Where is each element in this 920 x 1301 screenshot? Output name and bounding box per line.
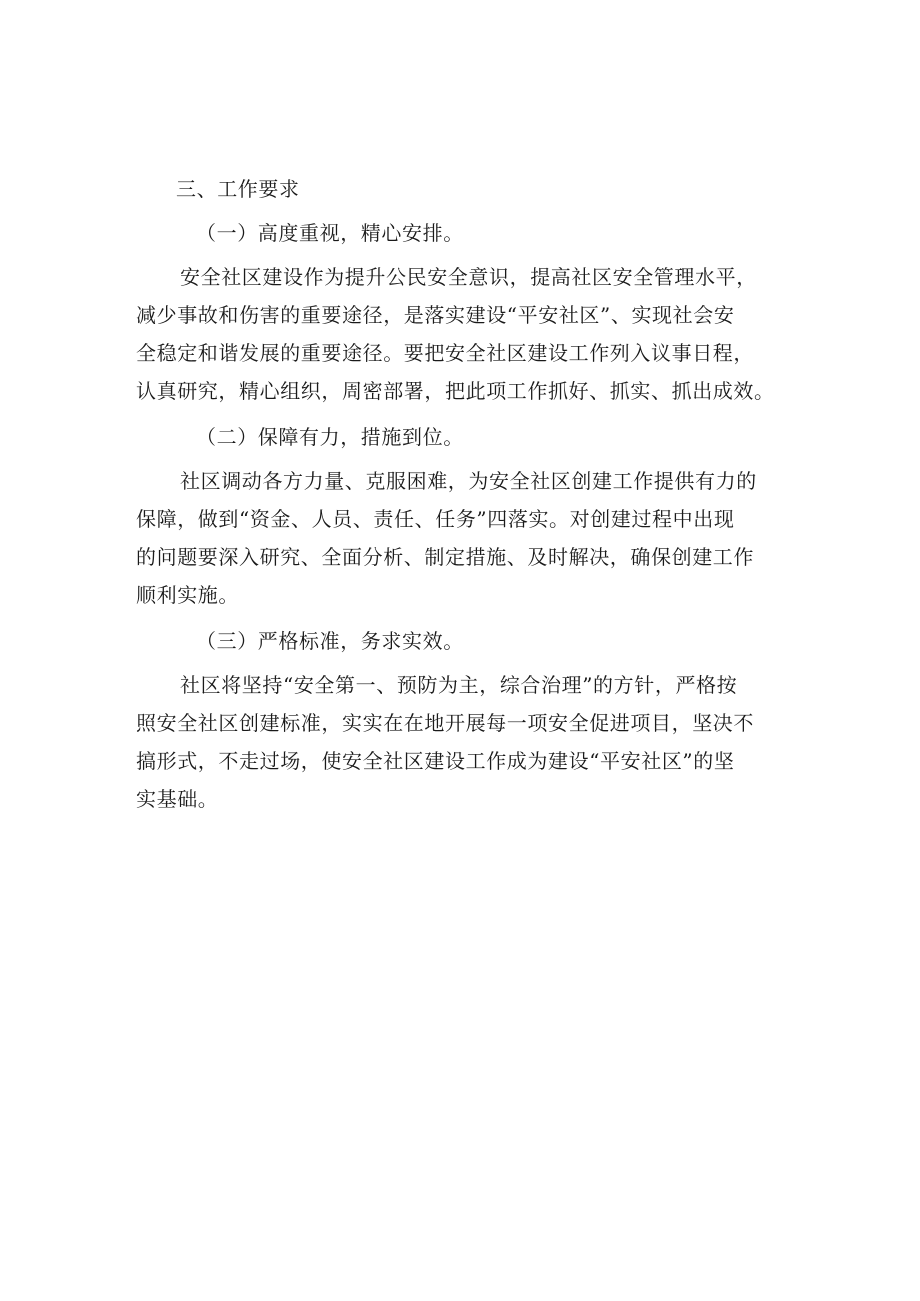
subsection-title-1: （一）高度重视，精心安排。: [196, 221, 464, 245]
paragraph-3-line: 社区将坚持“安全第一、预防为主，综合治理”的方针，严格按: [180, 673, 738, 697]
paragraph-2-line: 保障，做到“资金、人员、责任、任务”四落实。对创建过程中出现: [136, 507, 735, 531]
paragraph-2-line: 的问题要深入研究、全面分析、制定措施、及时解决，确保创建工作: [136, 545, 754, 569]
paragraph-2-line: 社区调动各方力量、克服困难，为安全社区创建工作提供有力的: [180, 469, 757, 493]
section-title: 三、工作要求: [176, 177, 300, 201]
paragraph-3-line: 实基础。: [136, 787, 219, 811]
paragraph-2-line: 顺利实施。: [136, 583, 239, 607]
paragraph-1-line: 安全社区建设作为提升公民安全意识，提高社区安全管理水平，: [180, 265, 757, 289]
paragraph-2: [136, 462, 796, 614]
subsection-title-3: （三）严格标准，务求实效。: [196, 629, 464, 653]
subsection-title-2: （二）保障有力，措施到位。: [196, 425, 464, 449]
paragraph-1-line: 认真研究，精心组织，周密部署，把此项工作抓好、抓实、抓出成效。: [136, 379, 775, 403]
document-body: [136, 170, 796, 826]
paragraph-1-line: 减少事故和伤害的重要途径，是落实建设“平安社区”、实现社会安: [136, 303, 735, 327]
paragraph-1-line: 全稳定和谐发展的重要途径。要把安全社区建设工作列入议事日程，: [136, 341, 754, 365]
paragraph-3: [136, 666, 796, 818]
paragraph-1: [136, 258, 796, 410]
paragraph-3-line: 搞形式，不走过场，使安全社区建设工作成为建设“平安社区”的坚: [136, 749, 735, 773]
paragraph-3-line: 照安全社区创建标准，实实在在地开展每一项安全促进项目，坚决不: [136, 711, 754, 735]
